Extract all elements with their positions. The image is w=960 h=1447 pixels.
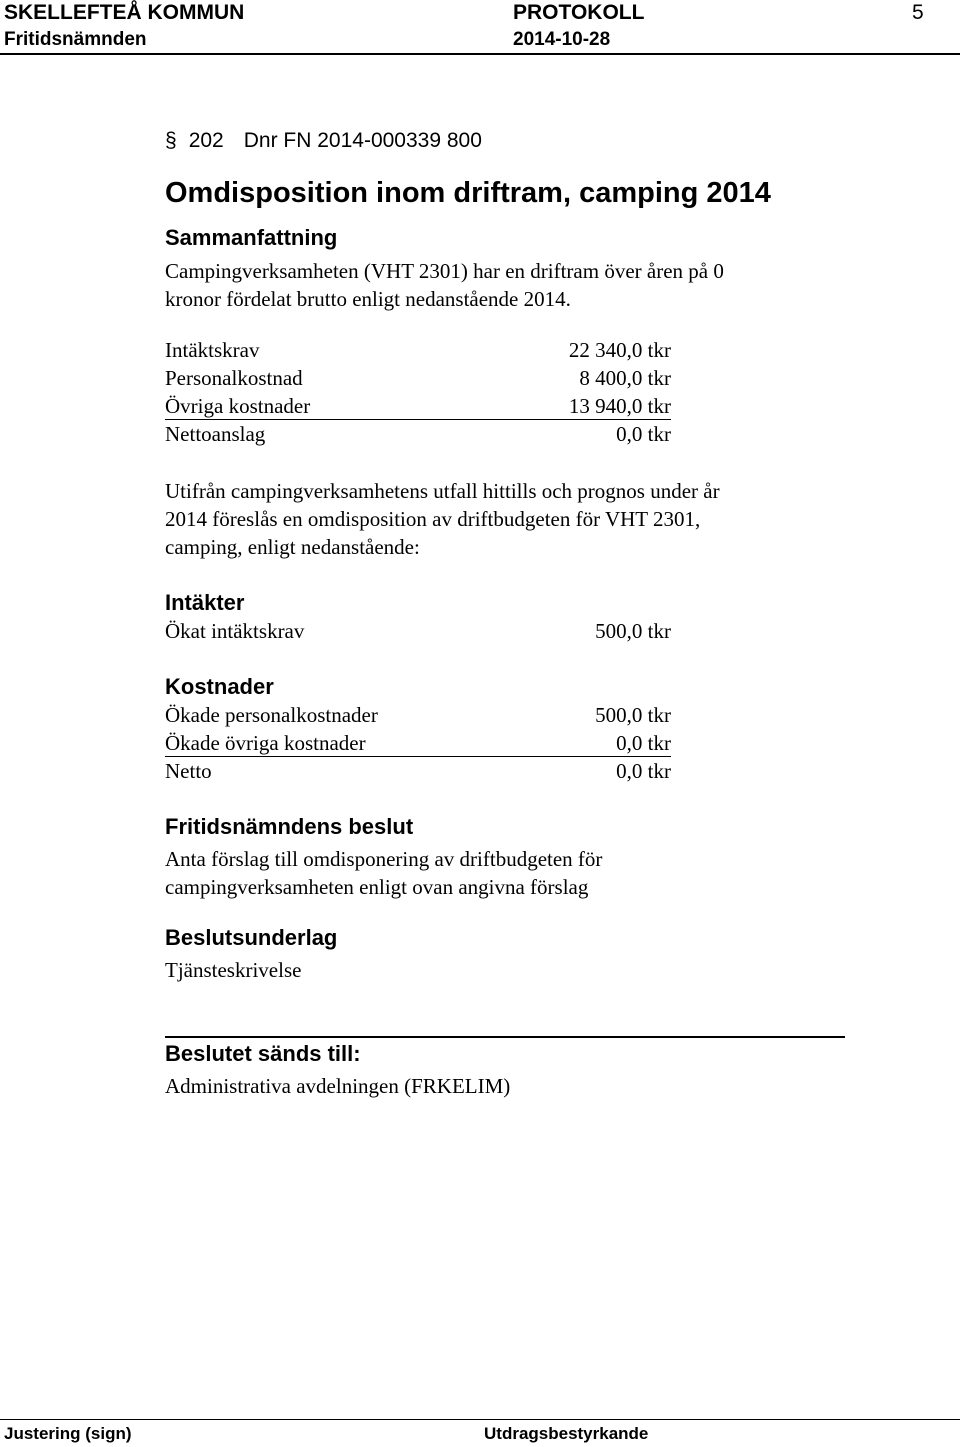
row-value: 22 340,0 tkr xyxy=(568,338,671,362)
board-name: Fritidsnämnden xyxy=(4,29,147,50)
sent-to-text: Administrativa avdelningen (FRKELIM) xyxy=(165,1074,511,1098)
row-label: Ökade övriga kostnader xyxy=(165,731,366,755)
summary-heading: Sammanfattning xyxy=(165,225,338,250)
proposal-line-1: Utifrån campingverksamhetens utfall hittills och prognos under år xyxy=(165,479,720,503)
row-label: Netto xyxy=(165,759,212,783)
page-number: 5 xyxy=(912,1,924,24)
row-value: 0,0 tkr xyxy=(616,731,671,755)
summary-row-total xyxy=(165,420,671,448)
income-row xyxy=(165,617,671,645)
row-label: Personalkostnad xyxy=(165,366,303,390)
decision-line-1: Anta förslag till omdisponering av driftbudgeten för xyxy=(165,847,603,871)
costs-row xyxy=(165,729,671,757)
row-value: 500,0 tkr xyxy=(595,703,671,727)
paragraph-reference xyxy=(165,129,482,153)
row-value: 0,0 tkr xyxy=(616,422,671,446)
paragraph-number: 202 xyxy=(188,129,224,152)
decision-line-2: campingverksamheten enligt ovan angivna förslag xyxy=(165,875,589,899)
row-value: 8 400,0 tkr xyxy=(579,366,671,390)
meeting-date: 2014-10-28 xyxy=(513,29,611,50)
summary-line-2: kronor fördelat brutto enligt nedanstående 2014. xyxy=(165,287,571,311)
organization-name: SKELLEFTEÅ KOMMUN xyxy=(4,1,245,24)
basis-text: Tjänsteskrivelse xyxy=(165,958,302,982)
income-heading: Intäkter xyxy=(165,590,245,615)
summary-row xyxy=(165,336,671,364)
summary-row xyxy=(165,364,671,392)
costs-row xyxy=(165,701,671,729)
header-divider xyxy=(0,53,960,55)
row-label: Övriga kostnader xyxy=(165,394,311,418)
section-sign: § xyxy=(165,129,177,152)
costs-row-total xyxy=(165,757,671,785)
row-label: Ökat intäktskrav xyxy=(165,619,305,643)
decision-heading: Fritidsnämndens beslut xyxy=(165,814,414,839)
footer-divider xyxy=(0,1419,960,1420)
page-title: Omdisposition inom driftram, camping 2014 xyxy=(165,177,771,209)
summary-line-1: Campingverksamheten (VHT 2301) har en driftram över åren på 0 xyxy=(165,259,724,283)
sent-to-heading: Beslutet sänds till: xyxy=(165,1041,361,1066)
row-label: Ökade personalkostnader xyxy=(165,703,378,727)
section-divider xyxy=(165,1036,845,1038)
row-label: Nettoanslag xyxy=(165,422,266,446)
summary-row xyxy=(165,392,671,420)
footer-utdragsbestyrkande: Utdragsbestyrkande xyxy=(484,1424,649,1443)
document-type: PROTOKOLL xyxy=(513,1,645,24)
row-label: Intäktskrav xyxy=(165,338,260,362)
costs-heading: Kostnader xyxy=(165,674,274,699)
row-value: 0,0 tkr xyxy=(616,759,671,783)
diary-number: Dnr FN 2014-000339 800 xyxy=(243,129,482,152)
proposal-line-2: 2014 föreslås en omdisposition av driftbudgeten för VHT 2301, xyxy=(165,507,701,531)
row-value: 500,0 tkr xyxy=(595,619,671,643)
footer-justering: Justering (sign) xyxy=(4,1424,132,1443)
basis-heading: Beslutsunderlag xyxy=(165,925,338,950)
row-value: 13 940,0 tkr xyxy=(568,394,671,418)
proposal-line-3: camping, enligt nedanstående: xyxy=(165,535,420,559)
